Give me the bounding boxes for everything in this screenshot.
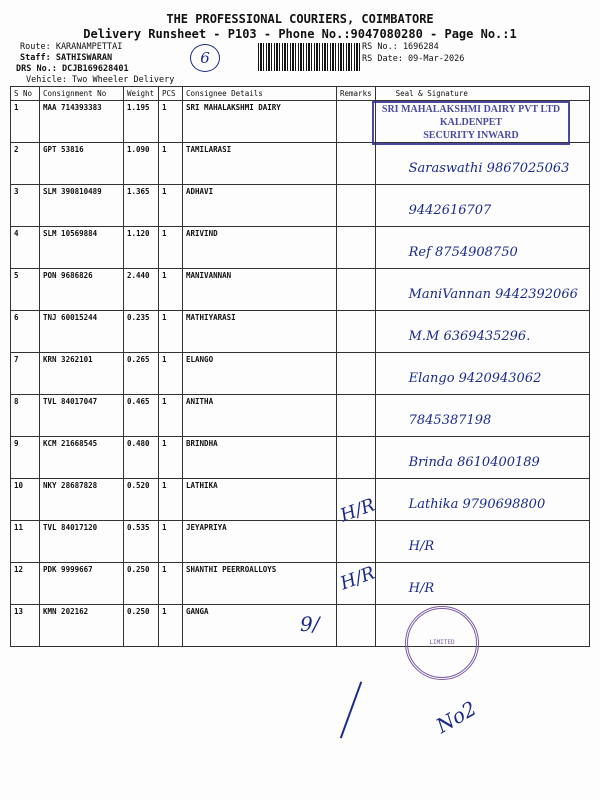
cell-signature (375, 269, 589, 311)
cell-remarks (337, 353, 376, 395)
cell-pcs: 1 (159, 227, 183, 269)
cell-pcs: 1 (159, 143, 183, 185)
runsheet-title: Delivery Runsheet - P103 - Phone No.:9047080280 - Page No.:1 (83, 27, 517, 41)
cell-remarks (337, 437, 376, 479)
route: Route: KARANAMPETTAI (20, 42, 123, 52)
cell-sno: 3 (11, 185, 40, 227)
cell-sno: 8 (11, 395, 40, 437)
company-name: THE PROFESSIONAL COURIERS, COIMBATORE (166, 12, 434, 26)
cell-consignment-no: TNJ 60015244 (40, 311, 124, 353)
cell-remarks (337, 101, 376, 143)
cell-pcs: 1 (159, 353, 183, 395)
cell-pcs: 1 (159, 269, 183, 311)
cell-remarks (337, 143, 376, 185)
handwritten-signature: Saraswathi 9867025063 (408, 161, 570, 176)
handwritten-signature: H/R (408, 581, 435, 596)
cell-consignment-no: TVL 84017120 (40, 521, 124, 563)
cell-weight: 0.250 (124, 605, 159, 647)
handwritten-signature: Elango 9420943062 (408, 371, 542, 386)
circled-number: 6 (190, 44, 220, 72)
handwritten-signature: M.M 6369435296. (408, 329, 531, 344)
round-company-seal: LIMITED (405, 606, 479, 680)
handwritten-note: No2 (431, 696, 481, 738)
handwritten-mark: 9/ (300, 612, 320, 636)
cell-signature (375, 227, 589, 269)
col-consignment: Consignment No (40, 87, 124, 101)
cell-remarks (337, 521, 376, 563)
handwritten-signature: H/R (408, 539, 435, 554)
cell-sno: 2 (11, 143, 40, 185)
cell-weight: 0.250 (124, 563, 159, 605)
cell-pcs: 1 (159, 395, 183, 437)
cell-consignment-no: GPT 53816 (40, 143, 124, 185)
cell-consignee: GANGA (183, 605, 337, 647)
col-remarks: Remarks (337, 87, 376, 101)
table-row (11, 227, 590, 269)
vehicle: Vehicle: Two Wheeler Delivery (26, 75, 175, 85)
table-row (11, 437, 590, 479)
staff: Staff: SATHISWARAN (20, 53, 113, 63)
cell-sno: 1 (11, 101, 40, 143)
security-inward-stamp: SRI MAHALAKSHMI DAIRY PVT LTD KALDENPET SECURITY INWARD (372, 101, 570, 145)
cell-signature (375, 563, 589, 605)
cell-consignment-no: KRN 3262101 (40, 353, 124, 395)
cell-consignee: ANITHA (183, 395, 337, 437)
table-row (11, 479, 590, 521)
cell-pcs: 1 (159, 185, 183, 227)
col-consignee: Consignee Details (183, 87, 337, 101)
cell-pcs: 1 (159, 311, 183, 353)
handwritten-signature: Ref 8754908750 (408, 245, 518, 260)
cell-remarks (337, 227, 376, 269)
cell-consignee: ELANGO (183, 353, 337, 395)
handwritten-signature: 9442616707 (408, 203, 492, 218)
cell-sno: 12 (11, 563, 40, 605)
col-pcs: PCS (159, 87, 183, 101)
cell-sno: 7 (11, 353, 40, 395)
cell-weight: 1.120 (124, 227, 159, 269)
cell-sno: 10 (11, 479, 40, 521)
col-sno: S No (11, 87, 40, 101)
cell-consignee: ADHAVI (183, 185, 337, 227)
cell-weight: 0.235 (124, 311, 159, 353)
cell-consignment-no: SLM 10569884 (40, 227, 124, 269)
table-row (11, 269, 590, 311)
cell-weight: 1.195 (124, 101, 159, 143)
cell-remarks (337, 605, 376, 647)
cell-signature (375, 311, 589, 353)
cell-consignee: BRINDHA (183, 437, 337, 479)
cell-pcs: 1 (159, 437, 183, 479)
cell-weight: 2.440 (124, 269, 159, 311)
handwritten-signature: 7845387198 (408, 413, 492, 428)
cell-weight: 0.480 (124, 437, 159, 479)
cell-sno: 11 (11, 521, 40, 563)
cell-pcs: 1 (159, 521, 183, 563)
handwritten-signature: ManiVannan 9442392066 (408, 287, 578, 302)
cell-consignment-no: PDK 9999667 (40, 563, 124, 605)
table-header (11, 87, 590, 101)
cell-signature (375, 143, 589, 185)
cell-consignee: SHANTHI PEERROALLOYS (183, 563, 337, 605)
cell-weight: 0.535 (124, 521, 159, 563)
table-row (11, 353, 590, 395)
cell-consignment-no: NKY 28687828 (40, 479, 124, 521)
cell-consignee: MANIVANNAN (183, 269, 337, 311)
cell-consignee: LATHIKA (183, 479, 337, 521)
table-row (11, 395, 590, 437)
cell-pcs: 1 (159, 605, 183, 647)
cell-signature (375, 185, 589, 227)
cell-pcs: 1 (159, 563, 183, 605)
cell-remarks (337, 185, 376, 227)
cell-sno: 5 (11, 269, 40, 311)
handwritten-signature: Brinda 8610400189 (408, 455, 540, 470)
cell-consignment-no: TVL 84017047 (40, 395, 124, 437)
cell-remarks (337, 311, 376, 353)
cell-signature (375, 437, 589, 479)
cell-weight: 1.365 (124, 185, 159, 227)
table-row (11, 143, 590, 185)
drs-number: DRS No.: DCJB169628401 (16, 64, 129, 74)
cell-sno: 13 (11, 605, 40, 647)
rs-date: RS Date: 09-Mar-2026 (362, 54, 465, 64)
cell-sno: 4 (11, 227, 40, 269)
cell-signature (375, 521, 589, 563)
cell-consignee: ARIVIND (183, 227, 337, 269)
cell-consignment-no: PON 9686826 (40, 269, 124, 311)
handwritten-hr: H/R (337, 494, 378, 527)
cell-consignee: JEYAPRIYA (183, 521, 337, 563)
col-signature: Seal & Signature (375, 87, 589, 101)
rs-number: RS No.: 1696284 (362, 42, 439, 52)
table-row (11, 521, 590, 563)
cell-weight: 0.465 (124, 395, 159, 437)
cell-sno: 6 (11, 311, 40, 353)
cell-pcs: 1 (159, 479, 183, 521)
cell-signature (375, 353, 589, 395)
cell-weight: 1.090 (124, 143, 159, 185)
cell-consignment-no: KCM 21668545 (40, 437, 124, 479)
table-row (11, 563, 590, 605)
runsheet-table (10, 86, 590, 647)
cell-signature (375, 479, 589, 521)
cell-consignee: SRI MAHALAKSHMI DAIRY (183, 101, 337, 143)
cell-consignment-no: SLM 390810489 (40, 185, 124, 227)
col-weight: Weight (124, 87, 159, 101)
handwritten-hr: H/R (337, 562, 378, 595)
cell-consignee: TAMILARASI (183, 143, 337, 185)
cell-sno: 9 (11, 437, 40, 479)
cell-consignment-no: KMN 202162 (40, 605, 124, 647)
pen-stroke (340, 681, 362, 738)
handwritten-signature: Lathika 9790698800 (408, 497, 546, 512)
barcode (258, 43, 360, 71)
cell-consignment-no: MAA 714393383 (40, 101, 124, 143)
table-row (11, 311, 590, 353)
cell-weight: 0.520 (124, 479, 159, 521)
cell-remarks (337, 395, 376, 437)
cell-remarks (337, 269, 376, 311)
cell-consignee: MATHIYARASI (183, 311, 337, 353)
cell-weight: 0.265 (124, 353, 159, 395)
cell-pcs: 1 (159, 101, 183, 143)
table-row (11, 185, 590, 227)
cell-signature (375, 395, 589, 437)
